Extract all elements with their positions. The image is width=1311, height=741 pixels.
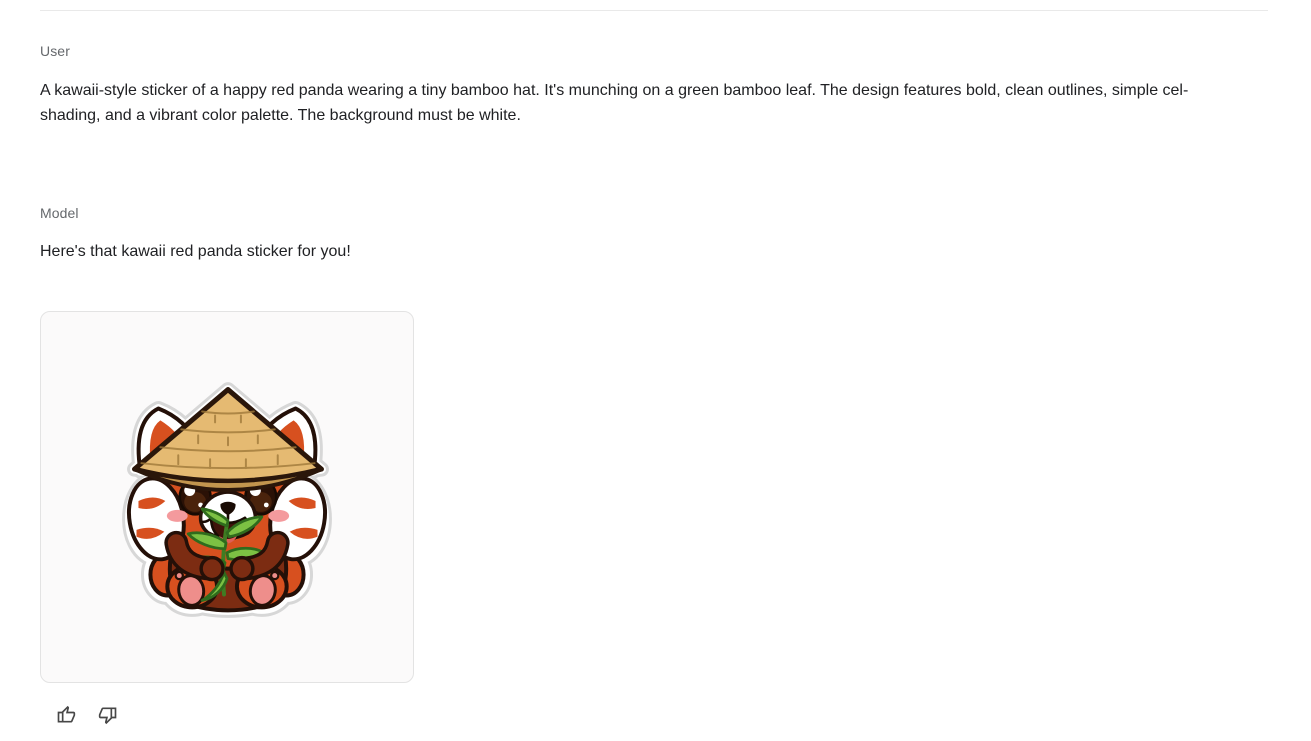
thumb-up-icon — [56, 705, 76, 725]
thumb-down-button[interactable] — [94, 701, 122, 729]
red-panda-sticker-illustration — [41, 312, 413, 682]
top-divider — [40, 10, 1268, 11]
model-role-label: Model — [40, 205, 79, 221]
generated-image-card[interactable] — [40, 311, 414, 683]
thumb-down-icon — [98, 705, 118, 725]
model-message: Here's that kawaii red panda sticker for you! — [40, 243, 351, 260]
feedback-row — [52, 701, 1271, 729]
user-turn — [40, 0, 1271, 128]
user-message: A kawaii-style sticker of a happy red panda wearing a tiny bamboo hat. It's munching on a green bamboo leaf. The design features bold, clean outlines, simple cel-shading, and a vibrant color palette. The background must be white. — [40, 82, 1189, 124]
model-turn — [40, 205, 1271, 729]
user-role-label: User — [40, 43, 70, 59]
thumb-up-button[interactable] — [52, 701, 80, 729]
